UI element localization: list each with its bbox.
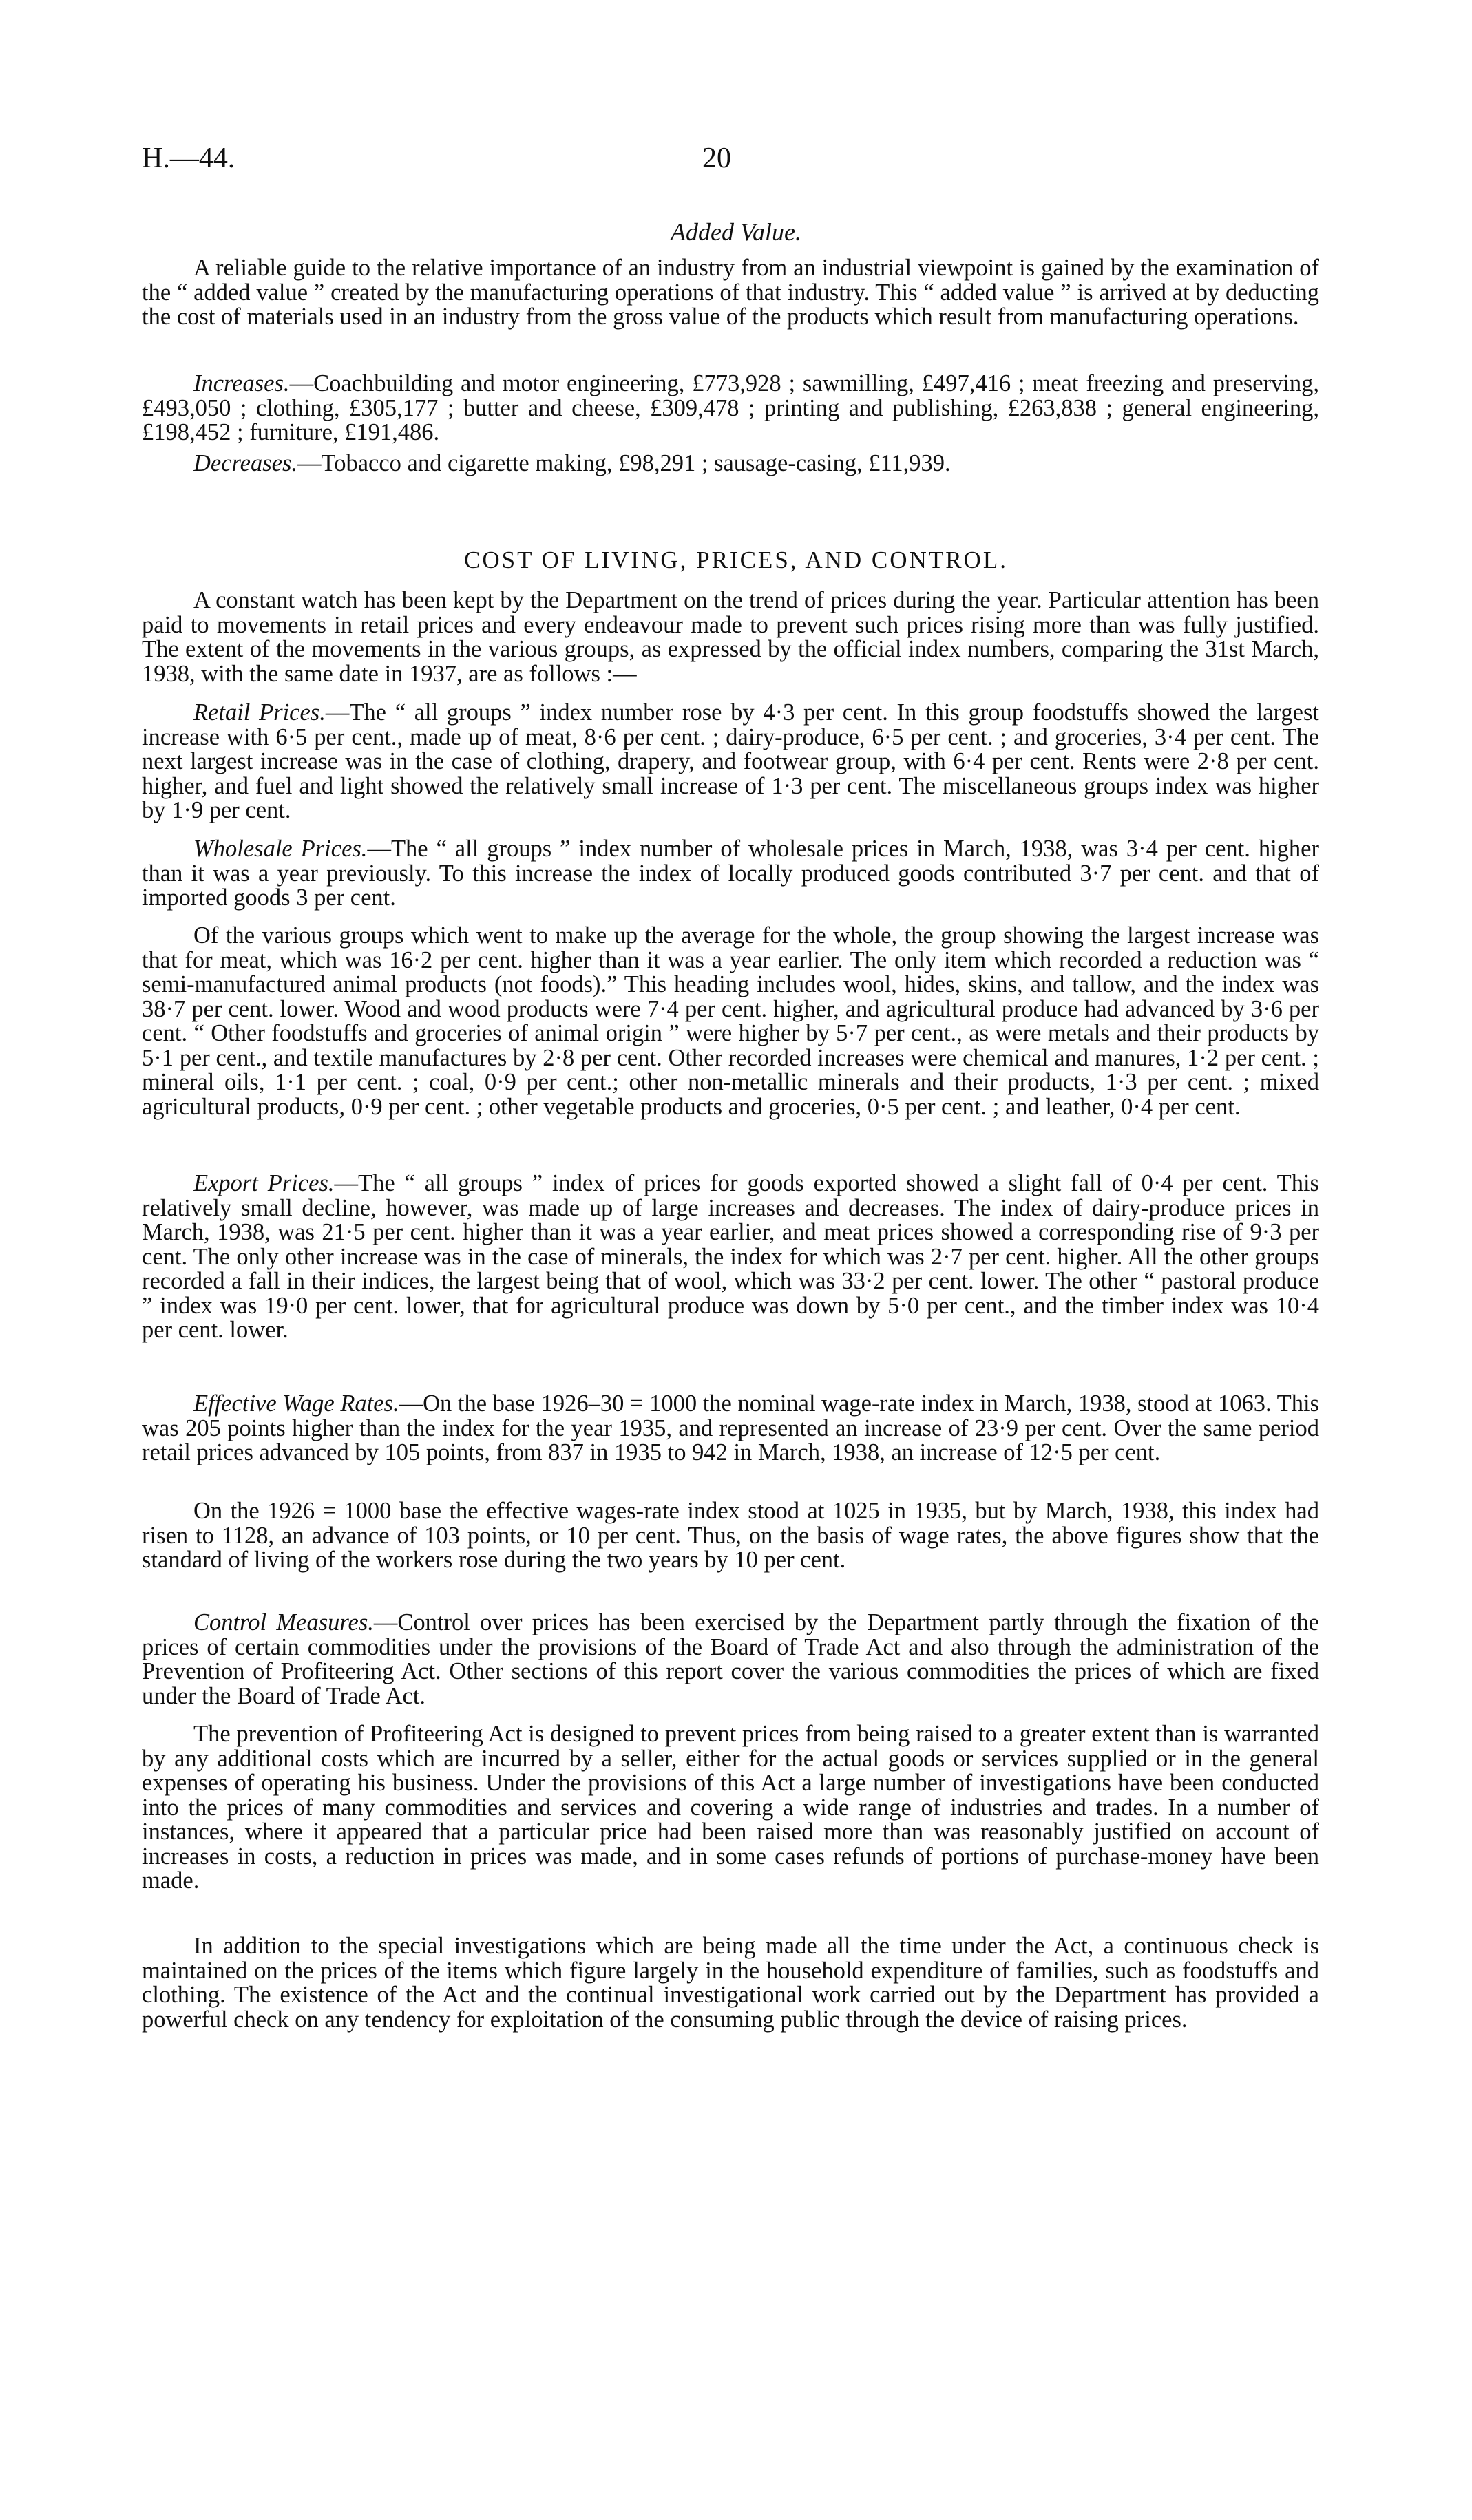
cost-of-living-heading: COST OF LIVING, PRICES, AND CONTROL. (464, 547, 1008, 573)
effective-wage-rates-label: Effective Wage Rates. (193, 1390, 399, 1417)
export-prices-text: —The “ all groups ” index of prices for goods exported showed a slight fall of 0·4 per cent. This relatively small decline, however, was made up of large increases and decreases. The index of dairy-produce prices in March, 1938, was 21·5 per cent. higher than it was a year earlier, and meat prices showed a corresponding rise of 9·3 per cent. The only other increase was in the case of minerals, the index for which was 2·7 per cent. higher. All the other groups recorded a fall in their indices, the largest being that of wool, which was 33·2 per cent. lower. The other “ pastoral produce ” index was 19·0 per cent. lower, that for agricultural produce was down by 5·0 per cent., and the timber index was 10·4 per cent. lower. (142, 1170, 1319, 1343)
wholesale-groups-paragraph: Of the various groups which went to make up the average for the whole, the group showing the largest increase was that for meat, which was 16·2 per cent. higher than it was a year earlier. The only item which recorded a reduction was “ semi-manufactured animal products (not foods).” This heading includes wool, hides, skins, and tallow, and the index was 38·7 per cent. lower. Wood and wood products were 7·4 per cent. higher, and agricultural produce had advanced by 3·6 per cent. “ Other foodstuffs and groceries of animal origin ” were higher by 5·7 per cent., as were metals and their products by 5·1 per cent., and textile manufactures by 2·8 per cent. Other recorded increases were chemical and manures, 1·2 per cent. ; mineral oils, 1·1 per cent. ; coal, 0·9 per cent.; other non-metallic minerals and their products, 1·3 per cent. ; mixed agricultural products, 0·9 per cent. ; other vegetable products and groceries, 0·5 per cent. ; and leather, 0·4 per cent. (142, 922, 1319, 1120)
retail-prices-text: —The “ all groups ” index number rose by 4·3 per cent. In this group foodstuffs showed the largest increase with 6·5 per cent., made up of meat, 8·6 per cent. ; dairy-produce, 6·5 per cent. ; and groceries, 3·4 per cent. The next largest increase was in the case of clothing, drapery, and footwear group, with 6·4 per cent. Rents were 2·8 per cent. higher, and fuel and light showed the relatively small increase of 1·3 per cent. The miscellaneous groups index was higher by 1·9 per cent. (142, 699, 1319, 823)
added-value-increases (142, 372, 1319, 445)
added-value-decreases (142, 452, 1319, 476)
retail-prices-paragraph (142, 701, 1319, 823)
increases-label: Increases. (193, 370, 290, 396)
wholesale-prices-label: Wholesale Prices. (193, 836, 368, 862)
added-value-heading: Added Value. (671, 218, 801, 246)
added-value-intro: A reliable guide to the relative importance of an industry from an industrial viewpoint is gained by the examination of the “ added value ” created by the manufacturing operations of that industry. This “ added value ” is arrived at by deducting the cost of materials used in an industry from the gross value of the products which result from manufacturing operations. (142, 255, 1319, 330)
export-prices-paragraph (142, 1172, 1319, 1343)
profiteering-act-paragraph: The prevention of Profiteering Act is designed to prevent prices from being raised to a greater extent than is warranted by any additional costs which are incurred by a seller, either for the actual goods or services supplied or in the general expenses of operating his business. Under the provisions of this Act a large number of investigations have been conducted into the prices of many commodities and services and covering a wide range of industries and trades. In a number of instances, where it appeared that a particular price had been raised more than was reasonably justified on account of increases in costs, a reduction in prices was made, and in some cases refunds of portions of purchase-money have been made. (142, 1721, 1319, 1894)
retail-prices-label: Retail Prices. (193, 699, 326, 726)
document-code: H.—44. (142, 142, 235, 174)
effective-wage-index-paragraph: On the 1926 = 1000 base the effective wages-rate index stood at 1025 in 1935, but by March, 1938, this index had risen to 1128, an advance of 103 points, or 10 per cent. Thus, on the basis of wage rates, the above figures show that the standard of living of the workers rose during the two years by 10 per cent. (142, 1498, 1319, 1573)
effective-wage-rates-text: —On the base 1926–30 = 1000 the nominal wage-rate index in March, 1938, stood at 1063. This was 205 points higher than the index for the year 1935, and represented an increase of 23·9 per cent. Over the same period retail prices advanced by 105 points, from 837 in 1935 to 942 in March, 1938, an increase of 12·5 per cent. (142, 1390, 1319, 1465)
export-prices-label: Export Prices. (193, 1170, 335, 1196)
decreases-label: Decreases. (193, 450, 298, 476)
control-measures-paragraph (142, 1611, 1319, 1708)
page-number: 20 (702, 142, 731, 174)
increases-text: —Coachbuilding and motor engineering, £773,928 ; sawmilling, £497,416 ; meat freezing and preserving, £493,050 ; clothing, £305,177 ; butter and cheese, £309,478 ; printing and publishing, £263,838 ; general engineering, £198,452 ; furniture, £191,486. (142, 370, 1319, 445)
cost-of-living-intro: A constant watch has been kept by the Department on the trend of prices during the year. Particular attention has been paid to movements in retail prices and every endeavour made to prevent such prices rising more than was fully justified. The extent of the movements in the various groups, as expressed by the official index numbers, comparing the 31st March, 1938, with the same date in 1937, are as follows :— (142, 587, 1319, 687)
wholesale-prices-text: —The “ all groups ” index number of wholesale prices in March, 1938, was 3·4 per cent. higher than it was a year previously. To this increase the index of locally produced goods contributed 3·7 per cent. and that of imported goods 3 per cent. (142, 836, 1319, 911)
wholesale-prices-paragraph (142, 837, 1319, 911)
control-measures-label: Control Measures. (193, 1609, 374, 1635)
continuous-check-paragraph: In addition to the special investigations which are being made all the time under the Act, a continuous check is maintained on the prices of the items which figure largely in the household expenditure of families, such as foodstuffs and clothing. The existence of the Act and the continual investigational work carried out by the Department has provided a powerful check on any tendency for exploitation of the consuming public through the device of raising prices. (142, 1933, 1319, 2033)
control-measures-text: —Control over prices has been exercised by the Department partly through the fixation of the prices of certain commodities under the provisions of the Board of Trade Act and also through the administration of the Prevention of Profiteering Act. Other sections of this report cover the various commodities the prices of which are fixed under the Board of Trade Act. (142, 1609, 1319, 1709)
effective-wage-rates-paragraph (142, 1392, 1319, 1465)
decreases-text: —Tobacco and cigarette making, £98,291 ; sausage-casing, £11,939. (297, 450, 951, 476)
